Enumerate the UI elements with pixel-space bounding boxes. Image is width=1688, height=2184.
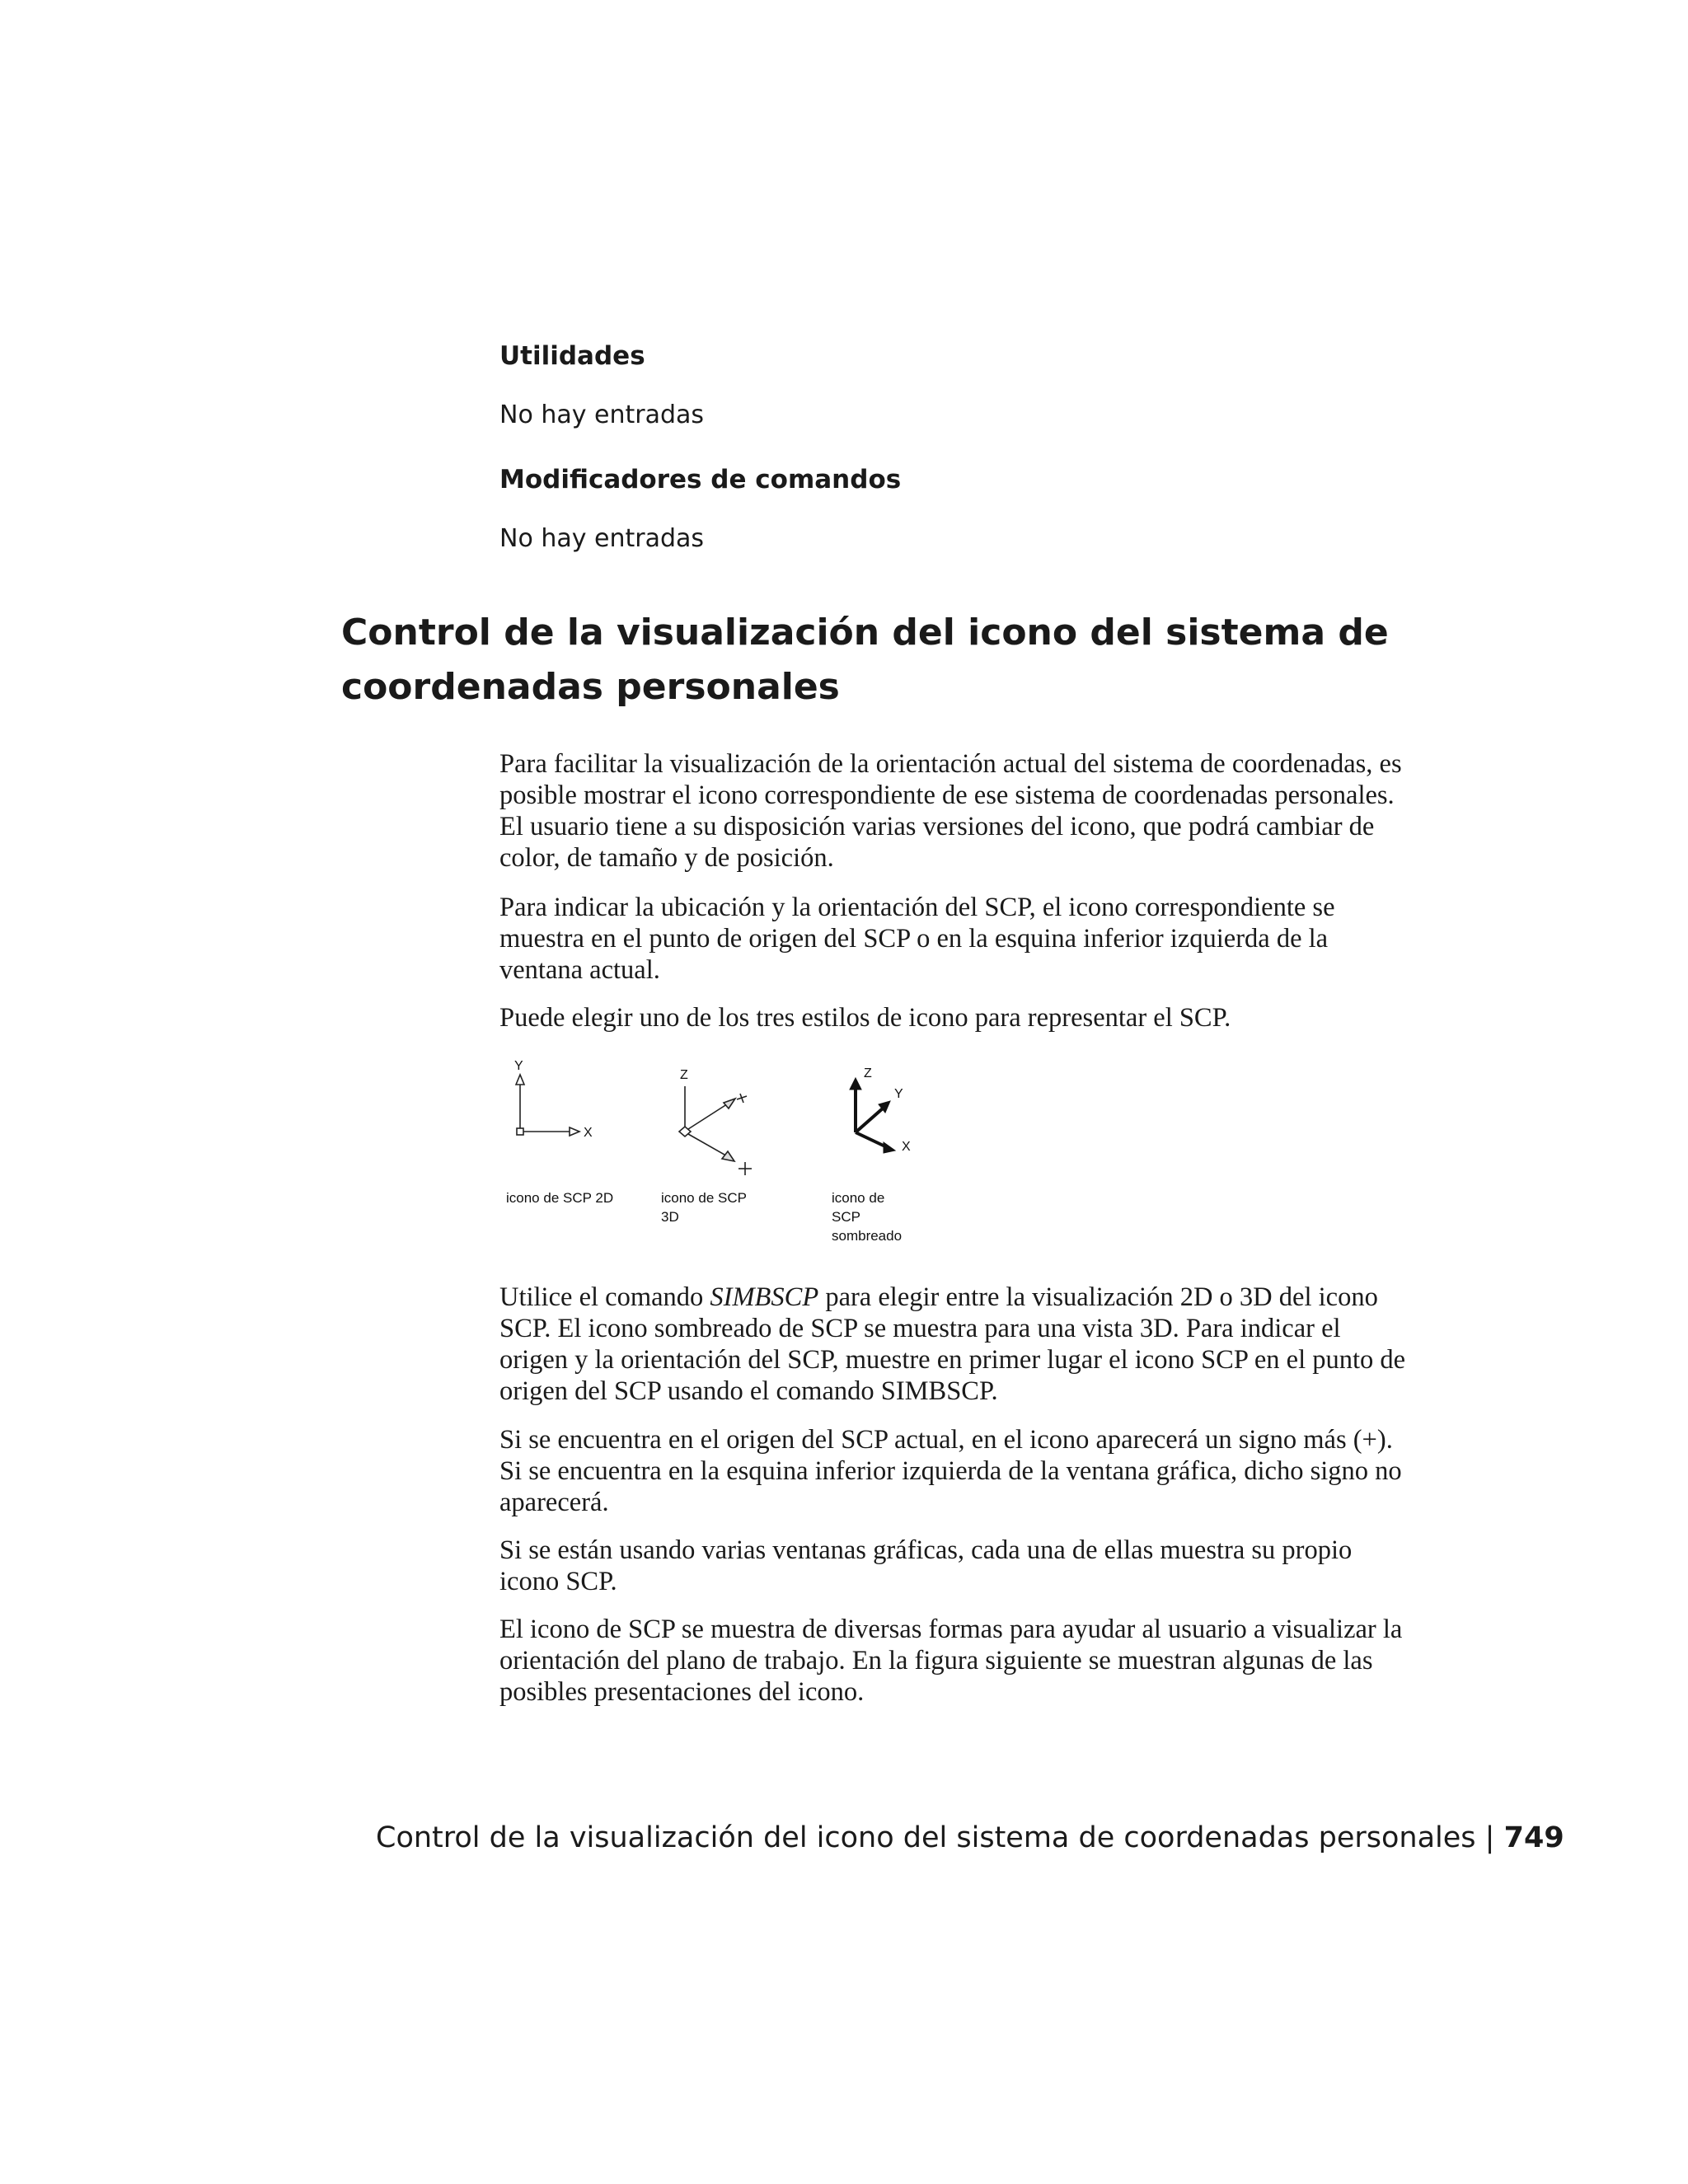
paragraph-plus-sign: Si se encuentra en el origen del SCP actual, en el icono aparecerá un signo más (+). Si se encuentra en la esquina inferior izquierda de la ventana gráfica, dicho signo no aparecerá. — [499, 1425, 1402, 1517]
paragraph-styles: Puede elegir uno de los tres estilos de icono para representar el SCP. — [499, 1003, 1231, 1033]
ucs-icons-figure — [499, 1053, 961, 1251]
ucs-shaded-caption — [832, 1188, 902, 1245]
paragraph-intro: Para facilitar la visualización de la orientación actual del sistema de coordenadas, es posible mostrar el icono correspondiente de ese sistema de coordenadas personales. El usuario tiene a su disposición varias versiones del icono, que podrá cambiar de color, de tamaño y de posición. — [499, 749, 1402, 873]
modificadores-text: No hay entradas — [499, 524, 705, 553]
footer-separator: | — [1484, 1821, 1495, 1854]
section-title: Control de la visualización del icono del sistema de coordenadas personales — [341, 612, 1389, 708]
paragraph-presentations: El icono de SCP se muestra de diversas formas para ayudar al usuario a visualizar la orientación del plano de trabajo. En la figura siguiente se muestran algunas de las posibles presentaciones del icono. — [499, 1615, 1403, 1707]
ucs-3d-caption-line2: 3D — [661, 1209, 679, 1225]
page-number: 749 — [1503, 1821, 1564, 1854]
ucs-2d-caption: icono de SCP 2D — [506, 1190, 614, 1206]
ucs-shaded-y-label: Y — [894, 1087, 903, 1101]
paragraph-location: Para indicar la ubicación y la orientación del SCP, el icono correspondiente se muestra en el punto de origen del SCP o en la esquina inferior izquierda de la ventana actual. — [499, 893, 1335, 985]
simbscp-text-after: para elegir entre la visualización 2D o 3D del icono SCP. El icono sombreado de SCP se muestra para una vista 3D. Para indicar el origen y la orientación del SCP, muestre en primer lugar el icono SCP en el punto de origen del SCP usando el comando SIMBSCP. — [499, 1282, 1406, 1406]
utilidades-text: No hay entradas — [499, 401, 705, 429]
footer-text: Control de la visualización del icono del sistema de coordenadas personales — [376, 1821, 1476, 1854]
simbscp-text-before: Utilice el comando — [499, 1282, 710, 1312]
ucs-shaded-icon — [850, 1078, 895, 1153]
ucs-3d-z-label: Z — [680, 1068, 688, 1082]
ucs-icons-drawing — [499, 1053, 961, 1193]
ucs-3d-caption — [661, 1188, 747, 1226]
simbscp-command: SIMBSCP — [710, 1282, 819, 1312]
utilidades-heading: Utilidades — [499, 341, 645, 371]
modificadores-heading: Modificadores de comandos — [499, 465, 902, 494]
ucs-3d-icon — [679, 1086, 752, 1175]
ucs-shaded-caption-line2: SCP — [832, 1209, 860, 1225]
ucs-3d-caption-line1: icono de SCP — [661, 1190, 747, 1206]
ucs-shaded-caption-line3: sombreado — [832, 1228, 903, 1244]
ucs-shaded-z-label: Z — [864, 1066, 872, 1080]
ucs-2d-x-label: X — [584, 1126, 593, 1140]
paragraph-viewports: Si se están usando varias ventanas gráficas, cada una de ellas muestra su propio icono SCP. — [499, 1535, 1353, 1596]
page-footer — [376, 1821, 1564, 1854]
ucs-2d-icon — [516, 1075, 579, 1136]
paragraph-simbscp — [499, 1282, 1406, 1407]
ucs-shaded-x-label: X — [902, 1140, 911, 1154]
ucs-2d-y-label: Y — [514, 1059, 523, 1073]
ucs-shaded-caption-line1: icono de — [832, 1190, 885, 1206]
